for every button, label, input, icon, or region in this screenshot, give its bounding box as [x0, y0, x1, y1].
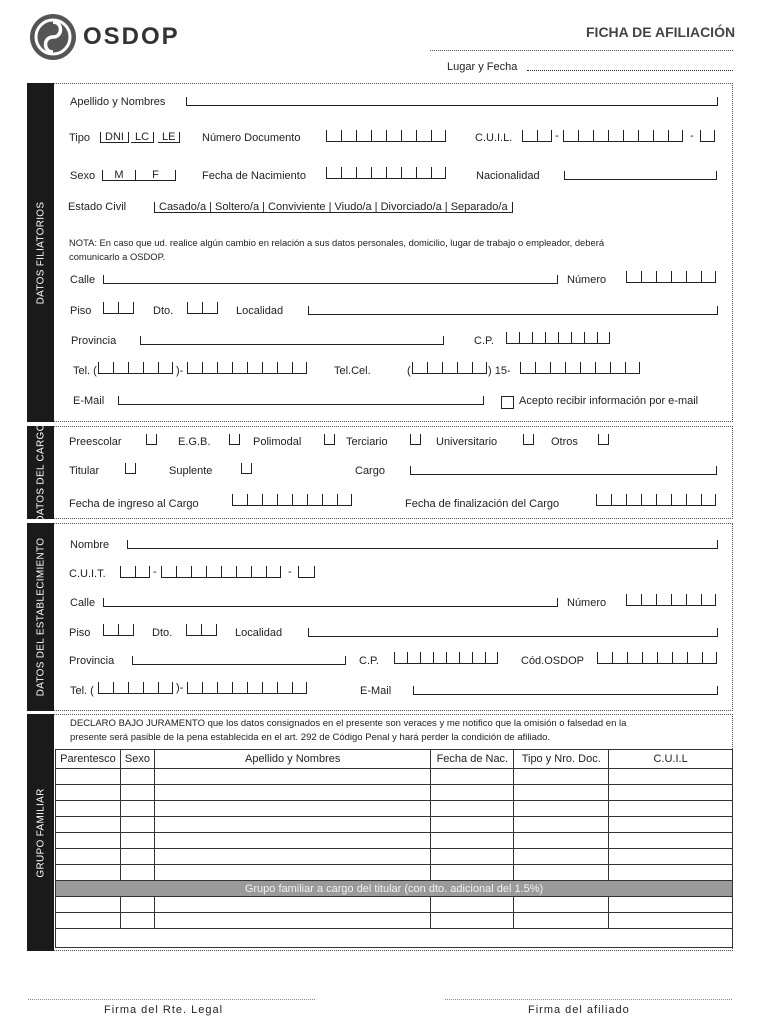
cuil-label: C.U.I.L. — [475, 132, 513, 144]
est-calle-label: Calle — [70, 597, 96, 609]
osdop-logo — [29, 13, 189, 63]
est-piso-field[interactable] — [103, 624, 134, 636]
suplente-checkbox[interactable] — [241, 463, 252, 474]
provincia-label: Provincia — [71, 335, 117, 347]
level-otros-checkbox[interactable] — [598, 434, 609, 445]
col-fecha-nac: Fecha de Nac. — [431, 750, 514, 769]
est-cp-field[interactable] — [394, 652, 498, 664]
table-row[interactable] — [56, 833, 733, 849]
titular-checkbox[interactable] — [125, 463, 136, 474]
est-tel-number-field[interactable] — [187, 682, 307, 694]
table-row[interactable] — [56, 785, 733, 801]
col-parentesco: Parentesco — [56, 750, 121, 769]
ingreso-label: Fecha de ingreso al Cargo — [69, 498, 199, 510]
calle-field[interactable] — [103, 275, 558, 284]
est-dto-label: Dto. — [152, 627, 173, 639]
telcel-open: ( — [407, 365, 411, 377]
numero-field[interactable] — [626, 271, 716, 283]
place-date-label: Lugar y Fecha — [447, 61, 518, 73]
family-table-header — [56, 750, 733, 769]
cp-field[interactable] — [506, 332, 610, 344]
table-row[interactable] — [56, 913, 733, 929]
form-title: FICHA DE AFILIACIÓN — [586, 24, 736, 40]
piso-label: Piso — [70, 305, 92, 317]
table-row[interactable] — [56, 929, 733, 948]
est-calle-field[interactable] — [103, 598, 558, 607]
osdop-logo-icon — [29, 13, 77, 61]
piso-field[interactable] — [103, 302, 134, 314]
cargo-field[interactable] — [410, 466, 717, 475]
dto-label: Dto. — [153, 305, 174, 317]
level-terciario-checkbox[interactable] — [410, 434, 421, 445]
tipo-option-lc[interactable]: LC — [131, 132, 154, 143]
nacionalidad-field[interactable] — [564, 171, 717, 180]
logo-text: OSDOP — [83, 23, 180, 50]
sexo-label: Sexo — [70, 170, 96, 182]
col-tipo-doc: Tipo y Nro. Doc. — [514, 750, 609, 769]
calle-label: Calle — [70, 274, 96, 286]
declaro-line-1: DECLARO BAJO JURAMENTO que los datos consignados en el presente son veraces y me notifico que la omisión o falsedad en la — [70, 718, 627, 729]
col-cuil: C.U.I.L — [609, 750, 733, 769]
est-localidad-label: Localidad — [235, 627, 283, 639]
suplente-label: Suplente — [169, 465, 213, 477]
cuit-number-field[interactable] — [161, 566, 281, 578]
tipo-option-dni[interactable]: DNI — [100, 132, 129, 143]
table-row[interactable] — [56, 769, 733, 785]
provincia-field[interactable] — [140, 336, 444, 345]
col-apellido: Apellido y Nombres — [154, 750, 430, 769]
nacionalidad-label: Nacionalidad — [476, 170, 540, 182]
level-egb-label: E.G.B. — [178, 436, 211, 448]
est-dto-field[interactable] — [186, 624, 217, 636]
email-field[interactable] — [118, 396, 484, 405]
numero-label: Número — [567, 274, 607, 286]
tel-area-field[interactable] — [98, 362, 173, 374]
est-nombre-label: Nombre — [70, 539, 110, 551]
cuil-prefix-field[interactable] — [522, 130, 552, 142]
level-terciario-label: Terciario — [346, 436, 388, 448]
table-row[interactable] — [56, 817, 733, 833]
telcel-15: ) 15- — [488, 365, 511, 377]
tipo-label: Tipo — [69, 132, 90, 144]
level-polimodal-checkbox[interactable] — [324, 434, 335, 445]
cuit-dash-1: - — [153, 566, 157, 578]
firma-rte-line[interactable] — [28, 999, 315, 1000]
sidebar-establecimiento: DATOS DEL ESTABLECIMIENTO — [27, 523, 54, 711]
tel-label: Tel. ( — [73, 365, 97, 377]
estado-civil-label: Estado Civil — [68, 201, 127, 213]
est-numero-field[interactable] — [626, 594, 716, 606]
email-label: E-Mail — [73, 395, 105, 407]
titular-label: Titular — [69, 465, 100, 477]
cuil-check-field[interactable] — [700, 130, 715, 142]
level-egb-checkbox[interactable] — [229, 434, 240, 445]
est-tel-label: Tel. ( — [70, 685, 94, 697]
nota-line-2: comunicarlo a OSDOP. — [69, 251, 166, 262]
dto-field[interactable] — [187, 302, 218, 314]
cuit-prefix-field[interactable] — [120, 566, 150, 578]
level-preescolar-checkbox[interactable] — [146, 434, 157, 445]
est-cp-label: C.P. — [359, 655, 379, 667]
grupo-a-cargo-bar: Grupo familiar a cargo del titular (con dto. adicional del 1.5%) — [56, 881, 733, 897]
cuit-label: C.U.I.T. — [69, 568, 106, 580]
cuit-check-field[interactable] — [298, 566, 315, 578]
cargo-label: Cargo — [355, 465, 385, 477]
acepto-email-label: Acepto recibir información por e-mail — [519, 395, 699, 407]
numero-doc-field[interactable] — [326, 130, 446, 142]
est-email-label: E-Mail — [360, 685, 392, 697]
tipo-option-le[interactable]: LE — [158, 132, 180, 143]
firma-afiliado-label: Firma del afiliado — [528, 1004, 630, 1016]
sidebar-grupo: GRUPO FAMILIAR — [27, 714, 54, 951]
est-tel-close: )- — [176, 682, 184, 694]
tel-close: )- — [176, 365, 184, 377]
tel-number-field[interactable] — [187, 362, 307, 374]
sidebar-filiatorios: DATOS FILIATORIOS — [27, 83, 54, 422]
col-sexo: Sexo — [120, 750, 154, 769]
apellido-label: Apellido y Nombres — [70, 96, 166, 108]
level-otros-label: Otros — [551, 436, 578, 448]
cuil-dash-2: - — [690, 130, 694, 142]
sidebar-cargo: DATOS DEL CARGO — [27, 426, 54, 519]
numero-doc-label: Número Documento — [202, 132, 301, 144]
level-universitario-checkbox[interactable] — [523, 434, 534, 445]
apellido-field[interactable] — [186, 97, 718, 106]
est-provincia-label: Provincia — [69, 655, 115, 667]
table-row[interactable] — [56, 801, 733, 817]
cuit-dash-2: - — [288, 566, 292, 578]
telcel-number-field[interactable] — [520, 362, 640, 374]
declaro-line-2: presente será pasible de la pena establecida en el art. 292 de Código Penal y hará perder la condición de afiliado. — [70, 732, 551, 743]
cod-osdop-field[interactable] — [597, 652, 717, 664]
est-numero-label: Número — [567, 597, 607, 609]
telcel-label: Tel.Cel. — [334, 365, 371, 377]
estado-civil-options[interactable]: Casado/a | Soltero/a | Conviviente | Viudo/a | Divorciado/a | Separado/a — [154, 202, 513, 213]
telcel-area-field[interactable] — [412, 362, 487, 374]
family-table — [55, 749, 733, 948]
cp-label: C.P. — [474, 335, 494, 347]
ingreso-field[interactable] — [232, 494, 352, 506]
fecha-nac-label: Fecha de Nacimiento — [202, 170, 306, 182]
est-tel-area-field[interactable] — [98, 682, 173, 694]
cuil-dash-1: - — [555, 130, 559, 142]
acepto-email-checkbox[interactable] — [501, 396, 514, 409]
nota-line-1: NOTA: En caso que ud. realice algún cambio en relación a sus datos personales, domicilio, lugar de trabajo o empleador, deberá — [69, 237, 605, 248]
level-polimodal-label: Polimodal — [253, 436, 302, 448]
sexo-option-f[interactable]: F — [136, 170, 176, 181]
est-provincia-field[interactable] — [132, 656, 346, 665]
localidad-field[interactable] — [308, 306, 718, 315]
sexo-option-m[interactable]: M — [102, 170, 136, 181]
level-universitario-label: Universitario — [436, 436, 498, 448]
place-date-field[interactable] — [527, 70, 733, 71]
est-nombre-field[interactable] — [127, 540, 718, 549]
cuil-number-field[interactable] — [563, 130, 683, 142]
table-row[interactable] — [56, 849, 733, 865]
est-email-field[interactable] — [413, 686, 718, 695]
est-localidad-field[interactable] — [308, 628, 718, 637]
level-preescolar-label: Preescolar — [69, 436, 122, 448]
est-piso-label: Piso — [69, 627, 91, 639]
cod-osdop-label: Cód.OSDOP — [521, 655, 584, 667]
localidad-label: Localidad — [236, 305, 284, 317]
firma-afiliado-line[interactable] — [445, 999, 732, 1000]
table-row[interactable] — [56, 865, 733, 881]
finalizacion-label: Fecha de finalización del Cargo — [405, 498, 560, 510]
firma-rte-label: Firma del Rte. Legal — [104, 1004, 224, 1016]
title-divider — [430, 50, 733, 51]
table-row[interactable] — [56, 897, 733, 913]
fecha-nac-field[interactable] — [326, 167, 446, 179]
finalizacion-field[interactable] — [596, 494, 716, 506]
